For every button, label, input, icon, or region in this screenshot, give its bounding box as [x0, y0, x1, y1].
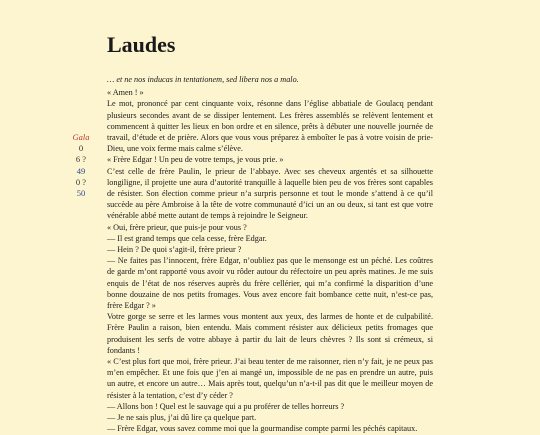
margin-note-gala: Gala	[72, 132, 90, 142]
paragraph: « Amen ! »	[107, 88, 144, 98]
margin-counter: 0	[78, 143, 84, 154]
paragraph: — Ne faites pas l’innocent, frère Edgar, n’oubliez pas que le mensonge est un péché. Les coûtres de garde m’ont rapporté vous avoir vu rôder autour du réfectoire un peu après matines. Je me suis enquis de l’état de nos réserves auprès du frère cellérier, qui m’a confirmé la disparition d’une bonne douzaine de nos petits fromages. Vous avez encore fait bombance cette nuit, n’est-ce pas, frère Edgar ? »	[107, 256, 433, 311]
margin-link-number[interactable]: 49	[76, 165, 86, 176]
paragraph: — Allons bon ! Quel est le sauvage qui a pu proférer de telles horreurs ?	[107, 401, 345, 411]
story-text	[107, 74, 433, 435]
paragraph: — Frère Edgar, vous savez comme moi que la gourmandise compte parmi les péchés capitaux.	[107, 424, 418, 434]
paragraph: « C’est plus fort que moi, frère prieur. J’ai beau tenter de me raisonner, rien n’y fait, je ne peux pas m’en empêcher. Et une fois que j’en ai mangé un, impossible de ne pas en prendre un autre, puis un autre, et encore un autre… Mais après tout, quelqu’un n’a-t-il pas dit que le meilleur moyen de résister à la tentation, c’est d’y céder ?	[107, 357, 433, 400]
paragraph: « Oui, frère prieur, que puis-je pour vous ?	[107, 222, 247, 232]
paragraph: Votre gorge se serre et les larmes vous montent aux yeux, des larmes de honte et de culpabilité. Frère Paulin a raison, bien entendu. Mais comment résister aux délicieux petits fromages que produisent les serfs de votre abbaye à partir du lait de leurs chèvres ? Ils sont si crémeux, si fondants !	[107, 312, 433, 355]
paragraph: — Je ne sais plus, j’ai dû lire ça quelque part.	[107, 413, 257, 423]
margin-counter: 0 ?	[75, 176, 87, 187]
epigraph: … et ne nos inducas in tentationem, sed libera nos a malo.	[107, 75, 299, 84]
margin-link-number[interactable]: 50	[76, 187, 86, 198]
paragraph: — Il est grand temps que cela cesse, frère Edgar.	[107, 233, 267, 243]
paragraph: Le mot, prononcé par cent cinquante voix, résonne dans l’église abbatiale de Goulacq pendant plusieurs secondes avant de se dissiper lentement. Les frères assemblés se relèvent lentement et commencent à quitter les lieux en bon ordre et en silence, prêts à débuter une nouvelle journée de travail, d’étude et de prière. Alors que vous vous préparez à emboîter le pas à votre voisin de prie-Dieu, une voix ferme mais calme s’élève.	[107, 99, 433, 154]
paragraph: « Frère Edgar ! Un peu de votre temps, je vous prie. »	[107, 155, 284, 165]
margin-counter: 6 ?	[75, 154, 87, 165]
paragraph: — Hein ? De quoi s’agit-il, frère prieur ?	[107, 245, 242, 255]
paragraph: C’est celle de frère Paulin, le prieur de l’abbaye. Avec ses cheveux argentés et sa silhouette longiligne, il projette une aura d’autorité tranquille à laquelle bien peu de vos frères sont capables de résister. Son élection comme prieur n’a surpris personne et tout le monde s’attend à ce qu’il succède au père Ambroise à la tête de votre communauté d’ici un an ou deux, si tant est que votre vénérable abbé mette autant de temps à rejoindre le Seigneur.	[107, 166, 433, 221]
main-content	[107, 30, 433, 435]
page-title: Laudes	[107, 32, 176, 57]
margin-annotations	[68, 132, 94, 199]
